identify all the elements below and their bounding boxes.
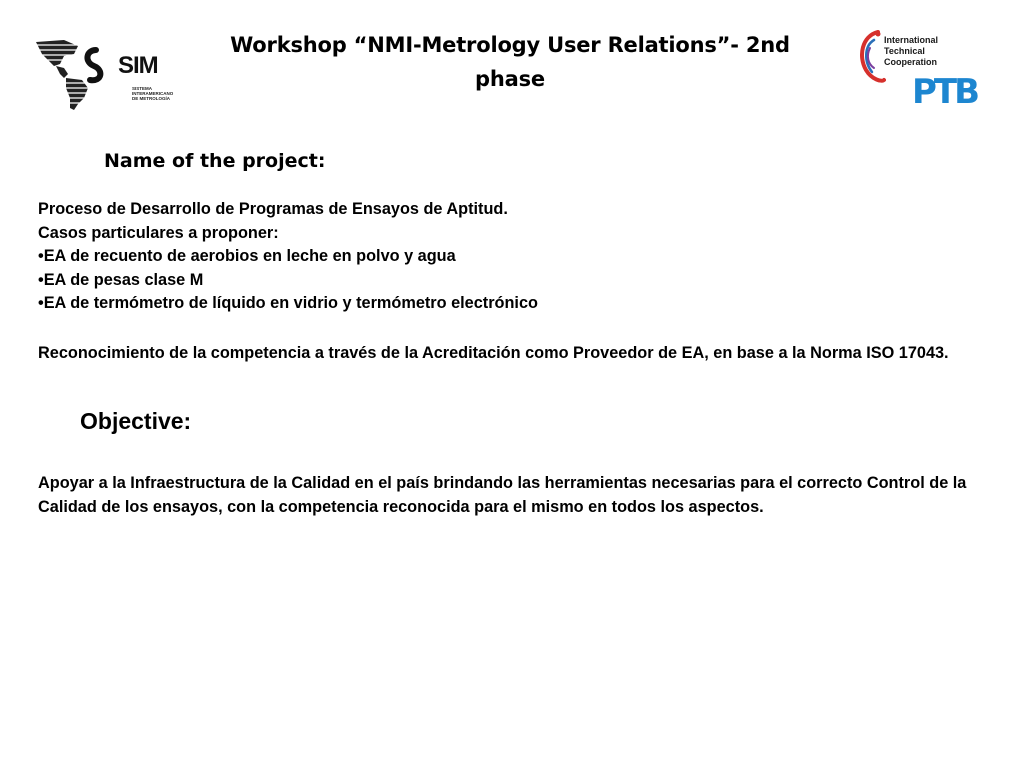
objective-heading: Objective:: [80, 408, 192, 434]
project-line: Casos particulares a proponer:: [38, 223, 279, 242]
itc-text-line: International: [884, 35, 939, 45]
sim-subtitle-line: INTERAMERICANO: [132, 91, 174, 96]
sim-subtitle-line: SISTEMA: [132, 86, 153, 91]
sim-subtitle-line: DE METROLOGÍA: [132, 96, 170, 101]
objective-description: [38, 472, 1008, 519]
sim-logo: [34, 36, 174, 112]
recognition-text: Reconocimiento de la competencia a través de la Acreditación como Proveedor de EA, en base a la Norma ISO 17043.: [38, 344, 949, 362]
slide-title-line-2: phase: [475, 67, 545, 91]
project-bullet: •EA de pesas clase M: [38, 270, 204, 289]
sim-logo-subtitle: [132, 86, 172, 101]
itc-text-line: Cooperation: [884, 57, 937, 67]
project-description: [38, 198, 1008, 316]
itc-logo-text: [884, 35, 938, 68]
ptb-logo: PTB: [912, 72, 978, 112]
slide-title-line-1: Workshop “NMI-Metrology User Relations”- 2nd: [230, 33, 790, 57]
project-bullet: •EA de recuento de aerobios en leche en polvo y agua: [38, 247, 456, 265]
project-recognition: [38, 342, 1008, 366]
sim-logo-text: SIM: [118, 52, 158, 79]
itc-swirl-icon: [856, 28, 886, 86]
project-heading: Name of the project:: [104, 150, 326, 172]
itc-text-line: Technical: [884, 46, 925, 56]
slide-title: [230, 28, 790, 96]
project-line: Proceso de Desarrollo de Programas de Ensayos de Aptitud.: [38, 200, 508, 218]
project-bullet: •EA de termómetro de líquido en vidrio y termómetro electrónico: [38, 294, 538, 312]
objective-text: Apoyar a la Infraestructura de la Calidad en el país brindando las herramientas necesarias para el correcto Control de la Calidad de los ensayos, con la competencia reconocida para el mismo en todos los aspectos.: [38, 474, 967, 516]
